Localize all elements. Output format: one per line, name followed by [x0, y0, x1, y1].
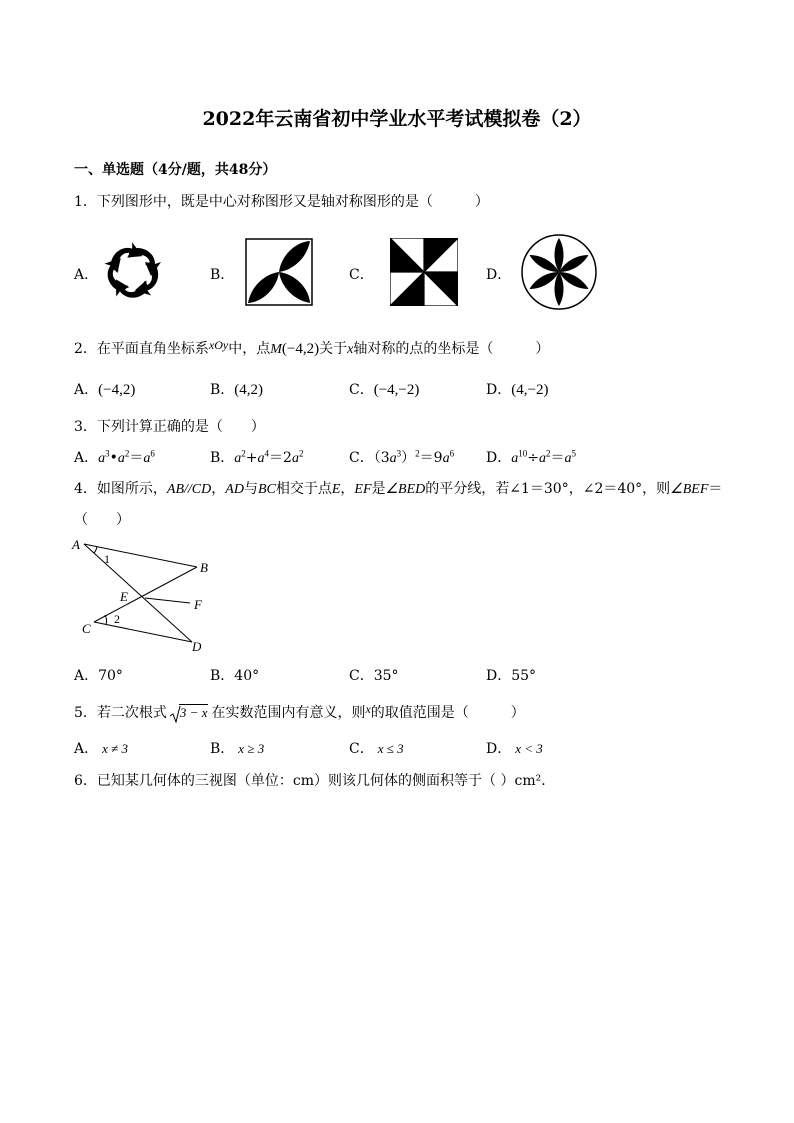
q4-label-angle-1: 1 — [104, 552, 110, 566]
q4-label-angle-2: 2 — [114, 612, 120, 626]
q2-point-m: M — [270, 342, 282, 357]
q2-option-a-label: A． — [74, 382, 99, 398]
q4-angle-1-arc — [94, 547, 97, 554]
q2-option-c-value: (−4,−2) — [373, 382, 420, 398]
q1-option-c-label: C． — [349, 267, 374, 283]
q1-option-a-figure-pinwheel-arrows — [102, 240, 164, 304]
question-1-stem: 1．下列图形中，既是中心对称图形又是轴对称图形的是（ ） — [74, 194, 489, 210]
q5-text-2: 在实数范围内有意义，则 — [211, 705, 366, 721]
q4-angle-bed: ∠BED — [385, 482, 426, 497]
q5-option-c — [349, 738, 404, 758]
q2-point-m-coords: (−4,2) — [281, 341, 320, 357]
q1-option-b-label: B． — [210, 267, 235, 283]
q1-option-d-label: D． — [486, 267, 512, 283]
q4-line-cd — [94, 622, 192, 642]
q2-xoy: xOy — [208, 338, 229, 352]
q4-point-e: E — [331, 482, 341, 497]
q3-option-d: D．$a^{10}\div a^2=a^5$ — [486, 448, 576, 466]
q4-angle-bef: ∠BEF — [670, 482, 709, 497]
q4-comma-2: ， — [340, 481, 355, 497]
q1-option-d-figure-circle-flower — [520, 233, 598, 311]
q4-line-ad — [84, 544, 192, 642]
q5-option-a-label: A． — [74, 741, 99, 757]
q4-line-ab — [84, 544, 197, 567]
q5-option-d-label: D． — [486, 741, 512, 757]
q4-text-1: 4．如图所示， — [74, 481, 167, 497]
q4-geometry-figure — [70, 535, 220, 655]
q4-option-b: B．40° — [210, 668, 260, 684]
q2-option-b — [210, 379, 263, 399]
q5-x-var: x — [365, 702, 371, 716]
q2-option-d-value: (4,−2) — [511, 382, 549, 398]
q4-text-bisector: 的平分线，若∠1＝30°，∠2＝40°，则 — [425, 481, 671, 497]
section-heading: 一、单选题（4分/题，共48分） — [74, 162, 277, 178]
q3-option-d-label: D． — [486, 450, 512, 466]
question-5-stem — [74, 702, 525, 722]
q1-option-a-label: A． — [74, 267, 99, 283]
question-4-stem-line-1 — [74, 478, 722, 498]
q5-option-d — [486, 738, 543, 758]
q3-option-c: C．$(3a^3)^2=9a^6$ — [349, 448, 455, 466]
q4-text-shi: 是 — [371, 481, 386, 497]
q2-text-4: 轴对称的点的坐标是（ ） — [353, 341, 550, 357]
q5-option-d-value: x < 3 — [515, 741, 543, 756]
q5-sqrt-icon — [170, 706, 181, 723]
q2-option-d-label: D． — [486, 382, 512, 398]
q5-option-a-value: x ≠ 3 — [102, 741, 129, 756]
q4-line-bc — [94, 567, 197, 622]
q4-label-a: A — [72, 537, 80, 552]
q2-option-b-value: (4,2) — [234, 382, 264, 398]
q2-text-2: 中，点 — [228, 341, 271, 357]
q2-option-a — [74, 379, 135, 399]
q4-ef: EF — [354, 482, 372, 497]
question-3-stem: 3．下列计算正确的是（ ） — [74, 419, 265, 435]
q5-option-c-value: x ≤ 3 — [377, 741, 404, 756]
q4-option-a: A．70° — [74, 668, 123, 684]
q4-angle-2-arc — [105, 615, 107, 625]
q3-option-c-label: C． — [349, 450, 374, 466]
page-title: 2022年云南省初中学业水平考试模拟卷（2） — [202, 108, 592, 130]
q3-option-a-label: A． — [74, 450, 99, 466]
q4-text-jiao: 相交于点 — [275, 481, 332, 497]
q5-option-b — [210, 738, 264, 758]
q2-x-var: x — [347, 342, 354, 357]
q4-comma-1: ， — [211, 481, 226, 497]
q4-ad: AD — [225, 482, 244, 497]
q2-text-3: 关于 — [319, 341, 348, 357]
q3-option-b-label: B． — [210, 450, 235, 466]
q4-option-c: C．35° — [349, 668, 399, 684]
q4-label-f: F — [194, 597, 202, 612]
q3-option-a: A．$a^3•a^2=a^6$ — [74, 448, 155, 466]
q4-label-d: D — [192, 639, 202, 654]
q4-ab-parallel-cd: AB//CD — [166, 482, 212, 497]
q4-line-ef — [145, 598, 190, 603]
q5-option-c-label: C． — [349, 741, 374, 757]
q4-text-yu: 与 — [243, 481, 258, 497]
q4-label-b: B — [200, 560, 208, 575]
question-2-stem — [74, 338, 549, 358]
q1-option-c-figure-pinwheel-triangles — [390, 238, 458, 306]
question-4-stem-line-2: （ ） — [74, 512, 130, 528]
q3-option-b: B．$a^2+a^4=2a^2$ — [210, 448, 304, 466]
q4-label-c: C — [82, 621, 91, 636]
q5-option-a — [74, 738, 128, 758]
q4-equals: ＝ — [708, 481, 723, 497]
q5-option-b-label: B． — [210, 741, 235, 757]
q2-option-d — [486, 379, 548, 399]
q1-option-b-figure-square-petals — [245, 238, 313, 306]
q5-text-3: 的取值范围是（ ） — [370, 705, 525, 721]
q4-label-e: E — [120, 589, 128, 604]
question-6-stem: 6．已知某几何体的三视图（单位：cm）则该几何体的侧面积等于（ ）cm². — [74, 773, 546, 789]
q2-text-1: 2．在平面直角坐标系 — [74, 341, 209, 357]
q2-option-c — [349, 379, 419, 399]
q4-option-d: D．55° — [486, 668, 537, 684]
q2-option-c-label: C． — [349, 382, 374, 398]
q2-option-b-label: B． — [210, 382, 235, 398]
q5-text-1: 5．若二次根式 — [74, 705, 167, 721]
q2-option-a-value: (−4,2) — [98, 382, 136, 398]
q5-option-b-value: x ≥ 3 — [238, 741, 265, 756]
q5-radicand: 3 − x — [179, 705, 208, 720]
q4-bc: BC — [257, 482, 276, 497]
q5-radical — [170, 705, 209, 721]
